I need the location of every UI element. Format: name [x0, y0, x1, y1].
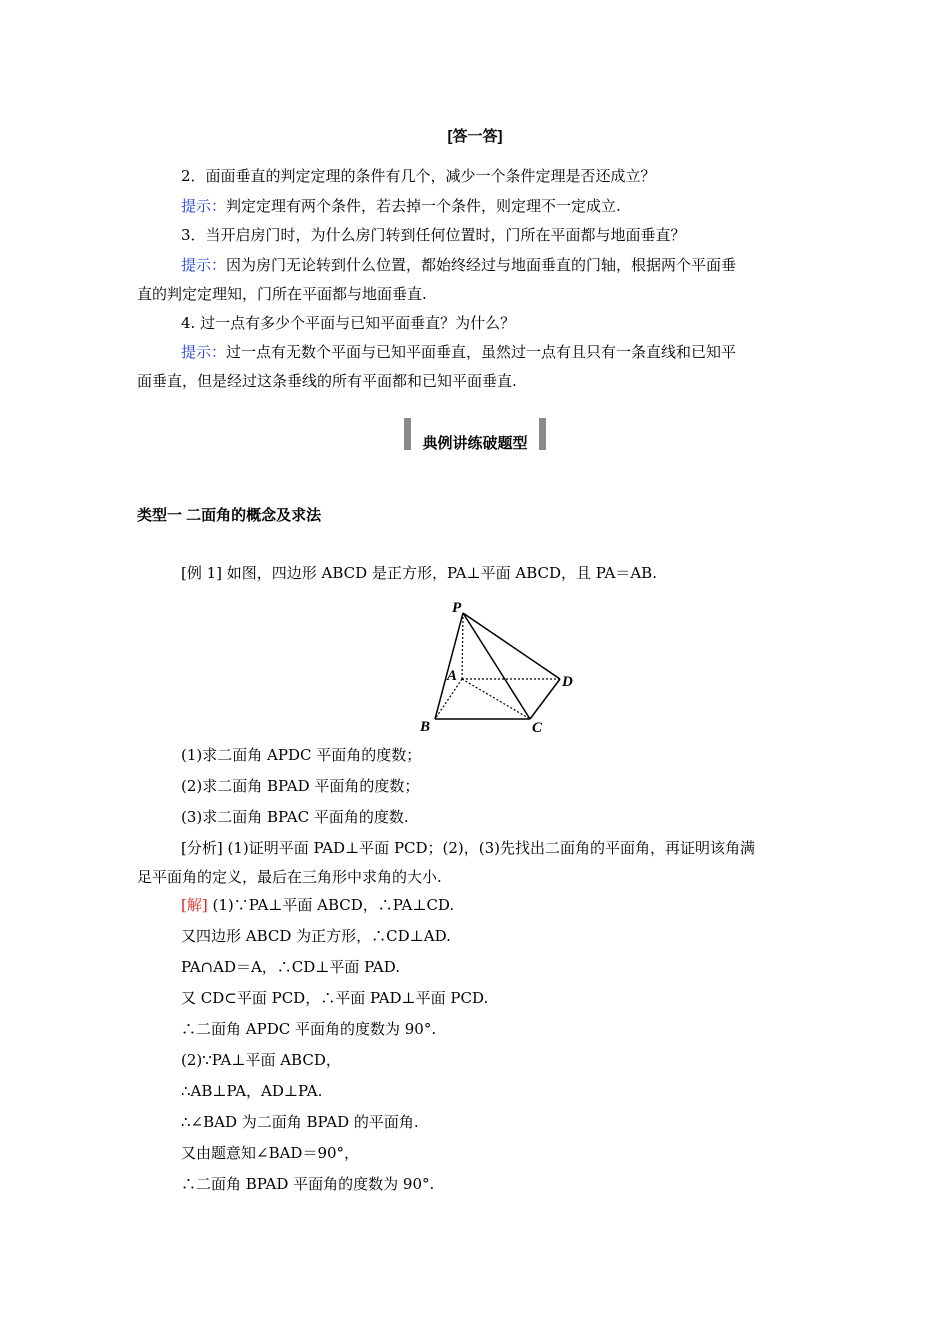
section-title: [答一答] [447, 128, 503, 145]
solution-line-4: 又 CD⊂平面 PCD，∴平面 PAD⊥平面 PCD. [181, 989, 489, 1007]
answer-3-text: 因为房门无论转到什么位置，都始终经过与地面垂直的门轴，根据两个平面垂 [226, 256, 737, 274]
label-B: B [420, 719, 431, 735]
solution-line-7: ∴AB⊥PA，AD⊥PA. [181, 1082, 323, 1100]
banner-title: 典例讲练破题型 [422, 435, 528, 452]
edge-AB [435, 679, 462, 719]
label-C: C [532, 720, 543, 736]
solution-line-10: ∴二面角 BPAD 平面角的度数为 90°. [181, 1175, 435, 1193]
question-4: 4. 过一点有多少个平面与已知平面垂直？为什么？ [181, 314, 516, 332]
solution-line-2: 又四边形 ABCD 为正方形，∴CD⊥AD. [181, 927, 451, 945]
example-q3: (3)求二面角 BPAC 平面角的度数. [181, 808, 409, 826]
answer-4-cont: 面垂直，但是经过这条垂线的所有平面都和已知平面垂直. [137, 372, 517, 390]
solution-line-9: 又由题意知∠BAD＝90°， [181, 1144, 360, 1162]
edge-PB [435, 613, 463, 719]
analysis-cont: 足平面角的定义，最后在三角形中求角的大小. [137, 868, 442, 886]
hint-label: 提示： [181, 256, 227, 274]
answer-4 [181, 341, 736, 363]
answer-2 [181, 195, 621, 217]
answer-4-text: 过一点有无数个平面与已知平面垂直，虽然过一点有且只有一条直线和已知平 [226, 343, 737, 361]
label-D: D [562, 674, 573, 690]
solution-line-6: (2)∵PA⊥平面 ABCD， [181, 1051, 341, 1069]
section-banner [404, 418, 546, 450]
pyramid-figure [410, 595, 590, 740]
answer-3 [181, 254, 736, 276]
answer-3-cont: 直的判定定理知，门所在平面都与地面垂直. [137, 285, 427, 303]
question-3: 3．当开启房门时，为什么房门转到任何位置时，门所在平面都与地面垂直？ [181, 226, 686, 244]
label-A: A [447, 668, 458, 684]
solution-label: [解] [181, 896, 208, 914]
edge-PD [463, 613, 560, 679]
example-q1: (1)求二面角 APDC 平面角的度数； [181, 746, 422, 764]
solution-line-1 [181, 894, 454, 916]
example-q2: (2)求二面角 BPAD 平面角的度数； [181, 777, 420, 795]
edge-AC [462, 679, 530, 719]
solution-line-8: ∴∠BAD 为二面角 BPAD 的平面角. [181, 1113, 419, 1131]
answer-2-text: 判定定理有两个条件，若去掉一个条件，则定理不一定成立. [226, 197, 621, 215]
type-heading: 类型一 二面角的概念及求法 [137, 507, 322, 524]
example-stem: [例 1] 如图，四边形 ABCD 是正方形，PA⊥平面 ABCD，且 PA＝AB. [181, 564, 657, 582]
edge-PC [463, 613, 530, 719]
solution-text: (1)∵PA⊥平面 ABCD，∴PA⊥CD. [207, 896, 455, 914]
label-P: P [452, 600, 462, 616]
hint-label: 提示： [181, 197, 227, 215]
banner-bar-right [539, 418, 546, 450]
hint-label: 提示： [181, 343, 227, 361]
analysis: [分析] (1)证明平面 PAD⊥平面 PCD；(2)，(3)先找出二面角的平面角，再证明该角满 [181, 839, 756, 857]
solution-line-3: PA∩AD＝A，∴CD⊥平面 PAD. [181, 958, 400, 976]
question-2: 2．面面垂直的判定定理的条件有几个，减少一个条件定理是否还成立？ [181, 167, 656, 185]
solution-line-5: ∴二面角 APDC 平面角的度数为 90°. [181, 1020, 437, 1038]
edge-CD [530, 679, 560, 719]
edge-PA [462, 613, 463, 679]
